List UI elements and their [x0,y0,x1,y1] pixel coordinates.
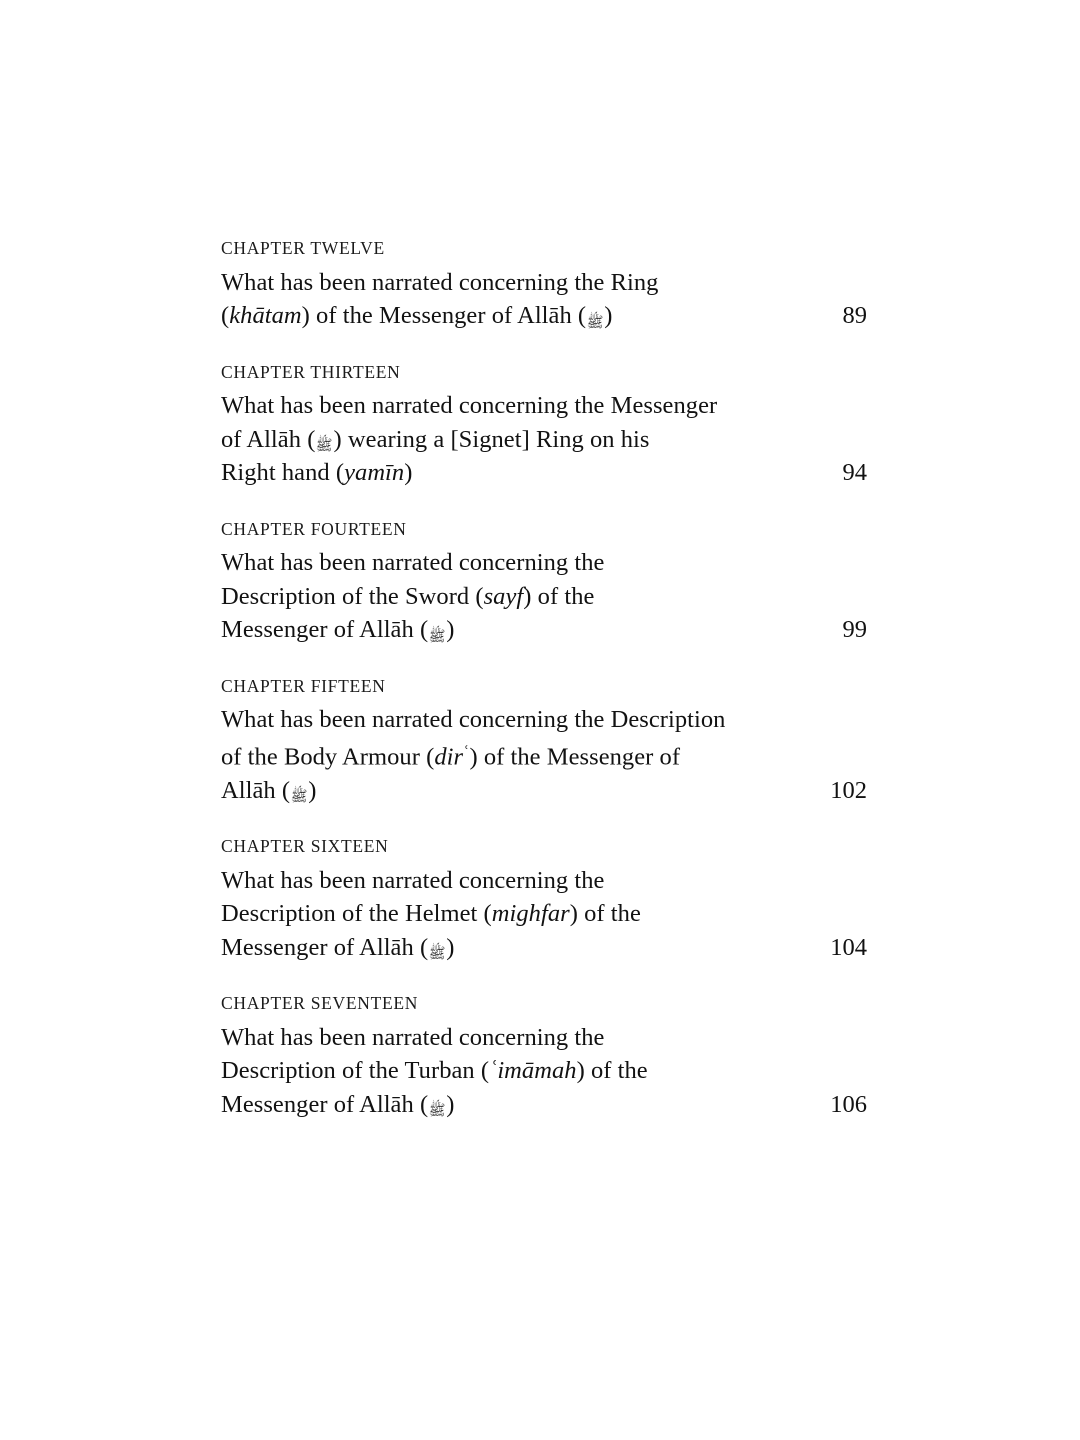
entry-body [221,703,867,807]
page-number: 102 [830,776,867,804]
table-of-contents [221,238,867,1121]
title-line [221,613,843,647]
salawat-glyph: ﷺ [428,1101,446,1120]
ayn-mark: ʿ [489,1057,498,1085]
title-text: What has been narrated concerning the Ring [221,268,659,296]
chapter-label: CHAPTER SIXTEEN [221,836,389,857]
title-text: What has been narrated concerning the [221,549,605,576]
page-number: 94 [842,459,867,486]
title-line [221,1021,843,1055]
transliteration-term: sayf [483,582,524,610]
title-line [221,1088,843,1122]
chapter-label: CHAPTER THIRTEEN [221,361,401,382]
title-line [221,389,843,423]
title-line [221,580,843,614]
page-number: 104 [830,933,867,961]
entry-body [221,266,867,333]
title-text: What has been narrated concerning the Description [221,706,726,733]
toc-entry [221,993,867,1121]
title-text: of the Body Armour ( [221,743,435,771]
transliteration-term: yamīn [344,459,405,486]
title-text: Description of the Helmet ( [221,900,492,928]
title-line [221,299,843,333]
title-text: ) of the Messenger of [469,743,681,771]
title-line [221,737,843,774]
toc-entry [221,675,867,808]
title-line [221,864,843,898]
toc-entry [221,361,867,490]
salawat-glyph: ﷺ [290,787,308,806]
title-line [221,1054,843,1088]
title-text: ) of the [569,900,641,928]
title-line [221,897,843,931]
transliteration-term: imāmah [497,1057,577,1085]
title-text: ) [446,616,455,643]
salawat-glyph: ﷺ [428,626,446,645]
transliteration-term: mighfar [491,900,570,928]
title-text: ) [446,933,455,961]
title-text: ) [404,459,413,486]
title-text: Messenger of Allāh ( [221,933,429,961]
transliteration-term: dir [434,743,464,771]
ayn-mark: ʿ [463,742,470,764]
title-text: What has been narrated concerning the [221,866,605,894]
entry-body [221,389,867,490]
chapter-label: CHAPTER FOURTEEN [221,518,407,539]
entry-body [221,864,867,965]
title-text: What has been narrated concerning the Messenger [221,392,718,419]
title-text: ) of the Messenger of Allāh ( [301,302,587,329]
title-text: ) [446,1090,455,1118]
title-text: What has been narrated concerning the [221,1023,605,1051]
title-text: ) [604,302,613,329]
title-text: of Allāh ( [221,425,316,453]
salawat-glyph: ﷺ [586,312,604,331]
entry-body [221,1021,867,1122]
title-line [221,703,843,737]
entry-body [221,546,867,647]
title-text: ( [221,302,230,329]
toc-entry [221,836,867,964]
title-line [221,266,843,300]
page-number: 99 [842,616,867,643]
title-text: Messenger of Allāh ( [221,1090,429,1118]
title-line [221,931,843,965]
title-text: ) of the [576,1057,648,1085]
title-line [221,423,843,457]
chapter-label: CHAPTER TWELVE [221,238,385,258]
title-line [221,456,843,490]
title-text: Messenger of Allāh ( [221,616,429,643]
transliteration-term: khātam [229,302,302,329]
salawat-glyph: ﷺ [316,436,333,455]
page-number: 89 [842,302,867,329]
toc-entry [221,238,867,333]
title-text: ) wearing a [Signet] Ring on his [333,425,650,453]
salawat-glyph: ﷺ [428,944,446,963]
title-text: Allāh ( [221,776,291,804]
title-text: Right hand ( [221,459,345,486]
chapter-label: CHAPTER SEVENTEEN [221,993,419,1014]
toc-entry [221,518,867,647]
page-number: 106 [830,1090,867,1118]
title-text: ) of the [523,582,595,610]
title-line [221,546,843,580]
title-text: ) [308,776,317,804]
title-line [221,774,843,808]
chapter-label: CHAPTER FIFTEEN [221,675,386,696]
title-text: Description of the Turban ( [221,1057,490,1085]
title-text: Description of the Sword ( [221,582,484,610]
